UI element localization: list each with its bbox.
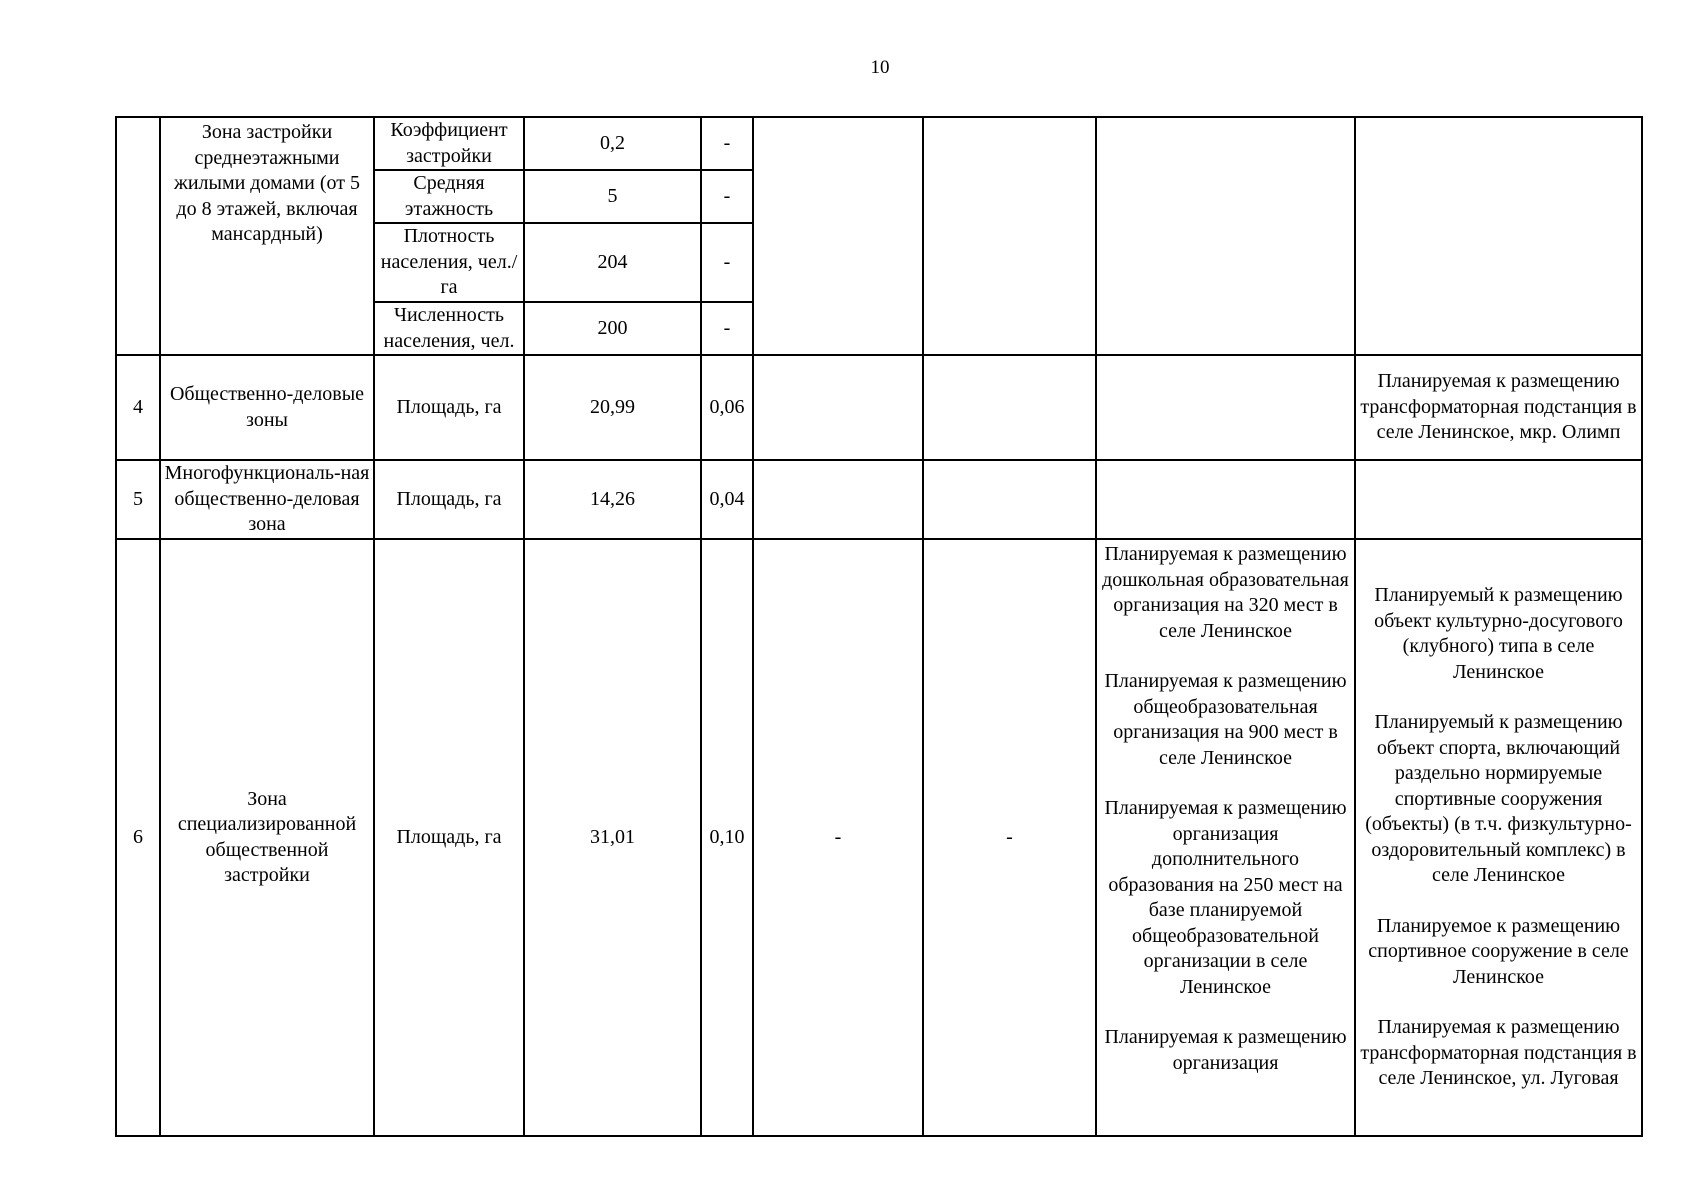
param-share-cell: 0,04 xyxy=(701,460,753,539)
param-label-cell: Площадь, га xyxy=(374,460,524,539)
param-value-cell: 0,2 xyxy=(524,117,701,170)
param-value-cell: 204 xyxy=(524,223,701,302)
param-value-cell: 14,26 xyxy=(524,460,701,539)
table-row-5 xyxy=(116,460,1642,539)
empty-cell-col7 xyxy=(923,460,1096,539)
district-object-item: Планируемая к размещению организация дополнительного образования на 250 мест на базе планируемой общеобразовательной организации в селе Ленинское xyxy=(1104,797,1347,998)
district-object-item: Планируемая к размещению организация xyxy=(1104,1026,1347,1074)
param-label-cell: Плотность населения, чел./га xyxy=(374,223,524,302)
zones-table xyxy=(115,116,1643,1137)
table-row-6 xyxy=(116,539,1642,1136)
local-object-item: Планируемое к размещению спортивное сооружение в селе Ленинское xyxy=(1368,914,1629,988)
row-number-cell: 5 xyxy=(116,460,160,539)
empty-cell-col9 xyxy=(1355,117,1642,355)
table-row-4 xyxy=(116,355,1642,460)
param-value-cell: 5 xyxy=(524,170,701,223)
dash-cell-col7: - xyxy=(923,539,1096,1136)
zone-name-cell: Общественно-деловые зоны xyxy=(160,355,374,460)
table-row-residential-1 xyxy=(116,117,1642,170)
param-label-cell: Площадь, га xyxy=(374,355,524,460)
empty-cell-col9 xyxy=(1355,460,1642,539)
empty-cell-col6 xyxy=(753,117,923,355)
empty-cell-col7 xyxy=(923,117,1096,355)
param-label-cell: Площадь, га xyxy=(374,539,524,1136)
page-number: 10 xyxy=(870,57,890,78)
param-share-cell: - xyxy=(701,170,753,223)
zone-name-cell: Многофункциональ-ная общественно-деловая зона xyxy=(160,460,374,539)
param-value-cell: 200 xyxy=(524,302,701,355)
param-value-cell: 31,01 xyxy=(524,539,701,1136)
local-object-item: Планируемый к размещению объект спорта, включающий раздельно нормируемые спортивные сооружения (объекты) (в т.ч. физкультурно-оздоровительный комплекс) в селе Ленинское xyxy=(1365,711,1632,887)
empty-cell-col6 xyxy=(753,460,923,539)
zone-name-cell: Зона застройки среднеэтажными жилыми домами (от 5 до 8 этажей, включая мансардный) xyxy=(160,117,374,355)
zone-name-cell: Зона специализированной общественной застройки xyxy=(160,539,374,1136)
param-share-cell: - xyxy=(701,302,753,355)
empty-cell-col6 xyxy=(753,355,923,460)
empty-cell-col8 xyxy=(1096,460,1355,539)
param-share-cell: 0,06 xyxy=(701,355,753,460)
local-object-item: Планируемая к размещению трансформаторная подстанция в селе Ленинское, ул. Луговая xyxy=(1360,1016,1637,1090)
param-share-cell: - xyxy=(701,117,753,170)
district-objects-cell xyxy=(1096,539,1355,1136)
empty-cell-col8 xyxy=(1096,117,1355,355)
empty-cell-col7 xyxy=(923,355,1096,460)
district-object-item: Планируемая к размещению дошкольная образовательная организация на 320 мест в селе Ленинское xyxy=(1102,543,1349,642)
param-label-cell: Коэффициент застройки xyxy=(374,117,524,170)
param-share-cell: 0,10 xyxy=(701,539,753,1136)
param-value-cell: 20,99 xyxy=(524,355,701,460)
local-object-item: Планируемый к размещению объект культурно-досугового (клубного) типа в селе Ленинское xyxy=(1374,584,1623,683)
empty-cell-col8 xyxy=(1096,355,1355,460)
param-label-cell: Средняя этажность xyxy=(374,170,524,223)
district-object-item: Планируемая к размещению общеобразовательная организация на 900 мест в селе Ленинское xyxy=(1104,670,1347,769)
row-number-cell: 6 xyxy=(116,539,160,1136)
param-share-cell: - xyxy=(701,223,753,302)
local-objects-cell xyxy=(1355,539,1642,1136)
dash-cell-col6: - xyxy=(753,539,923,1136)
row-number-cell: 4 xyxy=(116,355,160,460)
param-label-cell: Численность населения, чел. xyxy=(374,302,524,355)
local-objects-cell: Планируемая к размещению трансформаторная подстанция в селе Ленинское, мкр. Олимп xyxy=(1355,355,1642,460)
row-number-cell xyxy=(116,117,160,355)
